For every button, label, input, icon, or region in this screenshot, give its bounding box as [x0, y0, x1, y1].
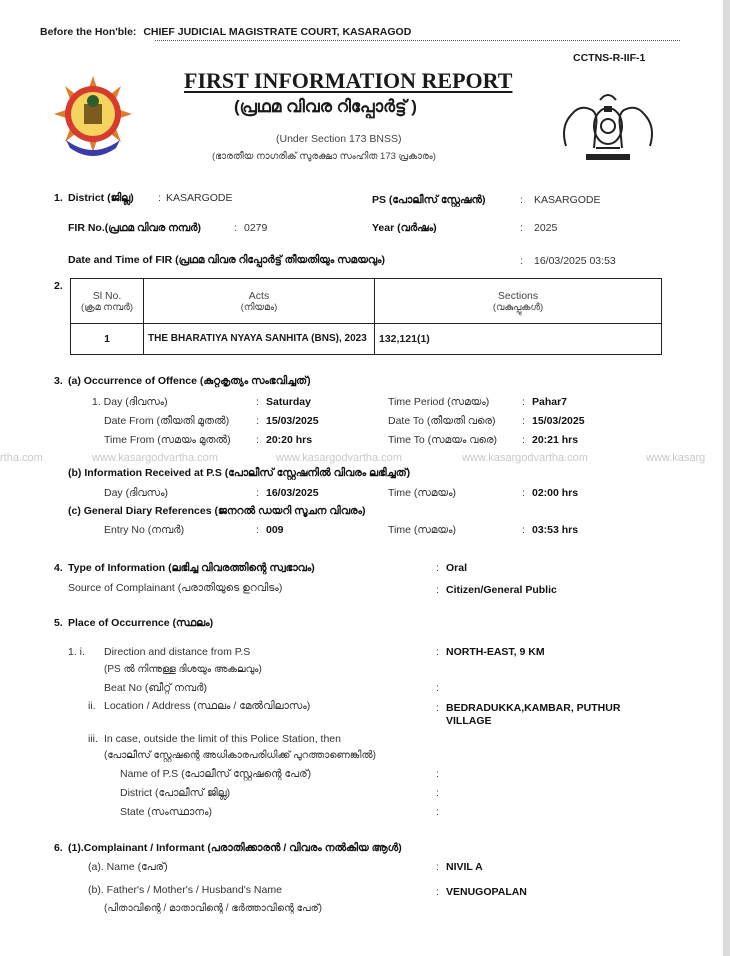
day-value: Saturday — [266, 396, 311, 408]
day-colon: : — [256, 396, 259, 408]
section-2-number: 2. — [54, 280, 63, 292]
court-underline — [155, 40, 680, 41]
entry-colon: : — [256, 524, 259, 536]
day-label: 1. Day (ദിവസം) — [92, 396, 168, 408]
row-act: THE BHARATIYA NYAYA SANHITA (BNS), 2023 — [144, 324, 375, 355]
gd-time-colon: : — [522, 524, 525, 536]
ps-label: PS (പോലീസ് സ്റ്റേഷൻ) — [372, 194, 486, 206]
time-to-label: Time To (സമയം വരെ) — [388, 434, 498, 446]
gd-time-value: 03:53 hrs — [532, 524, 579, 536]
page-edge — [723, 0, 730, 956]
entry-value: 009 — [266, 524, 284, 536]
place-iii-number: iii. — [88, 733, 98, 745]
court-name: CHIEF JUDICIAL MAGISTRATE COURT, KASARAGOD — [143, 26, 412, 38]
father-label-ml: (പിതാവിന്റെ / മാതാവിന്റെ / ഭർത്താവിന്റെ പേര്) — [104, 903, 322, 914]
occurrence-title: (a) Occurrence of Offence (കുറ്റകൃത്യം സംഭവിച്ചത്) — [68, 375, 311, 387]
name-label: (a). Name (പേര്) — [88, 861, 168, 873]
date-from-value: 15/03/2025 — [266, 415, 319, 427]
location-value-1: BEDRADUKKA,KAMBAR, PUTHUR — [446, 702, 621, 714]
fir-datetime-value: 16/03/2025 03:53 — [534, 255, 616, 267]
location-label: Location / Address (സ്ഥലം / മേൽവിലാസം) — [104, 700, 311, 712]
period-value: Pahar7 — [532, 396, 568, 408]
section-3-number: 3. — [54, 375, 63, 387]
district-label: District (ജില്ല) — [68, 192, 134, 204]
watermark-2: www.kasargodvartha.com — [276, 452, 402, 464]
kerala-police-emblem — [50, 74, 136, 164]
ps-colon: : — [520, 194, 523, 206]
under-section: (Under Section 173 BNSS) — [276, 133, 402, 145]
place-ii-number: ii. — [88, 700, 96, 712]
info-type-title: Type of Information (ലഭിച്ച വിവരത്തിന്റെ സ്വഭാവം) — [68, 562, 315, 574]
header-sections — [375, 279, 662, 324]
location-value-2: VILLAGE — [446, 715, 492, 727]
period-label: Time Period (സമയം) — [388, 396, 490, 408]
form-code: CCTNS-R-IIF-1 — [573, 52, 646, 64]
info-type-value: Oral — [446, 562, 468, 574]
before-prefix: Before the Hon'ble: — [40, 26, 137, 38]
received-time-label: Time (സമയം) — [388, 487, 457, 499]
header-sl — [71, 279, 144, 324]
fir-datetime-label: Date and Time of FIR (പ്രഥമ വിവര റിപ്പോർട്ട് തീയതിയും സമയവും) — [68, 254, 386, 266]
header-sl-en: Sl No. — [92, 289, 122, 302]
other-district-label: District (പോലീസ് ജില്ല) — [120, 787, 231, 799]
direction-label-ml: (PS ൽ നിന്നുള്ള ദിശയും അകലവും) — [104, 664, 262, 675]
received-time-colon: : — [522, 487, 525, 499]
report-title-ml: (പ്രഥമ വിവര റിപ്പോർട്ട് ) — [234, 97, 417, 116]
section-5-number: 5. — [54, 617, 63, 629]
other-state-label: State (സംസ്ഥാനം) — [120, 806, 213, 818]
info-received-title: (b) Information Received at P.S (പോലീസ് സ്റ്റേഷനിൽ വിവരം ലഭിച്ചത്) — [68, 467, 411, 479]
fir-value: 0279 — [244, 222, 268, 234]
direction-colon: : — [436, 646, 439, 658]
district-colon: : — [158, 192, 161, 204]
time-to-value: 20:21 hrs — [532, 434, 579, 446]
kerala-state-emblem — [556, 86, 660, 166]
watermark-1: www.kasargodvartha.com — [92, 452, 218, 464]
report-title: FIRST INFORMATION REPORT — [184, 68, 513, 93]
time-from-label: Time From (സമയം മുതൽ) — [104, 434, 231, 446]
source-label: Source of Complainant (പരാതിയുടെ ഉറവിടം) — [68, 582, 283, 594]
period-colon: : — [522, 396, 525, 408]
acts-table-header — [71, 279, 662, 324]
gd-title: (c) General Diary References (ജനറൽ ഡയറി സൂചന വിവരം) — [68, 505, 366, 517]
date-to-colon: : — [522, 415, 525, 427]
beat-colon: : — [436, 682, 439, 694]
time-from-value: 20:20 hrs — [266, 434, 313, 446]
under-section-ml: (ഭാരതീയ നാഗരിക് സുരക്ഷാ സംഹിത 173 പ്രകാരം) — [212, 151, 436, 162]
fir-datetime-colon: : — [520, 255, 523, 267]
place-title: Place of Occurrence (സ്ഥലം) — [68, 617, 214, 629]
other-ps-colon: : — [436, 768, 439, 780]
received-date-value: 16/03/2025 — [266, 487, 319, 499]
year-colon: : — [520, 222, 523, 234]
received-time-value: 02:00 hrs — [532, 487, 579, 499]
father-value: VENUGOPALAN — [446, 886, 527, 898]
fir-label: FIR No.(പ്രഥമ വിവര നമ്പർ) — [68, 222, 201, 234]
outside-limit-label: In case, outside the limit of this Police Station, then — [104, 733, 341, 745]
gd-time-label: Time (സമയം) — [388, 524, 457, 536]
received-day-label: Day (ദിവസം) — [104, 487, 169, 499]
header-acts-ml: (നിയമം) — [240, 301, 278, 313]
row-sections: 132,121(1) — [375, 324, 662, 355]
source-colon: : — [436, 584, 439, 596]
date-from-label: Date From (തീയതി മുതൽ) — [104, 415, 230, 427]
section-6-number: 6. — [54, 842, 63, 854]
date-to-label: Date To (തീയതി വരെ) — [388, 415, 496, 427]
section-4-number: 4. — [54, 562, 63, 574]
watermark-0: rtha.com — [0, 452, 43, 464]
acts-table — [70, 278, 662, 355]
father-colon: : — [436, 886, 439, 898]
fir-colon: : — [234, 222, 237, 234]
other-district-colon: : — [436, 787, 439, 799]
court-line — [40, 26, 411, 38]
received-day-colon: : — [256, 487, 259, 499]
header-sections-en: Sections — [497, 289, 539, 302]
direction-label: Direction and distance from P.S — [104, 646, 251, 658]
father-label: (b). Father's / Mother's / Husband's Name — [88, 884, 282, 896]
source-value: Citizen/General Public — [446, 584, 557, 596]
other-ps-label: Name of P.S (പോലീസ് സ്റ്റേഷന്റെ പേര്) — [120, 768, 312, 780]
district-value: KASARGODE — [166, 192, 233, 204]
date-from-colon: : — [256, 415, 259, 427]
name-colon: : — [436, 861, 439, 873]
date-to-value: 15/03/2025 — [532, 415, 585, 427]
place-i-number: 1. i. — [68, 646, 85, 658]
info-type-colon: : — [436, 562, 439, 574]
row-sl: 1 — [71, 324, 144, 355]
table-row — [71, 324, 662, 355]
direction-value: NORTH-EAST, 9 KM — [446, 646, 545, 658]
beat-label: Beat No (ബീറ്റ് നമ്പർ) — [104, 682, 207, 694]
location-colon: : — [436, 702, 439, 714]
header-acts-en: Acts — [248, 289, 270, 302]
section-1-number: 1. — [54, 192, 63, 204]
header-acts — [144, 279, 375, 324]
other-state-colon: : — [436, 806, 439, 818]
time-to-colon: : — [522, 434, 525, 446]
time-from-colon: : — [256, 434, 259, 446]
watermark-3: www.kasargodvartha.com — [462, 452, 588, 464]
year-value: 2025 — [534, 222, 558, 234]
outside-limit-label-ml: (പോലീസ് സ്റ്റേഷന്റെ അധികാരപരിധിക്ക് പുറത്താണെങ്കിൽ) — [104, 750, 376, 761]
ps-value: KASARGODE — [534, 194, 601, 206]
name-value: NIVIL A — [446, 861, 483, 873]
watermark-4: www.kasarg — [646, 452, 706, 464]
header-sl-ml: (ക്രമ നമ്പർ) — [80, 301, 134, 313]
year-label: Year (വർഷം) — [372, 222, 437, 234]
header-sections-ml: (വകുപ്പുകൾ) — [492, 301, 544, 313]
complainant-title: (1).Complainant / Informant (പരാതിക്കാരൻ / വിവരം നൽകിയ ആൾ) — [68, 842, 402, 854]
entry-label: Entry No (നമ്പർ) — [104, 524, 185, 536]
